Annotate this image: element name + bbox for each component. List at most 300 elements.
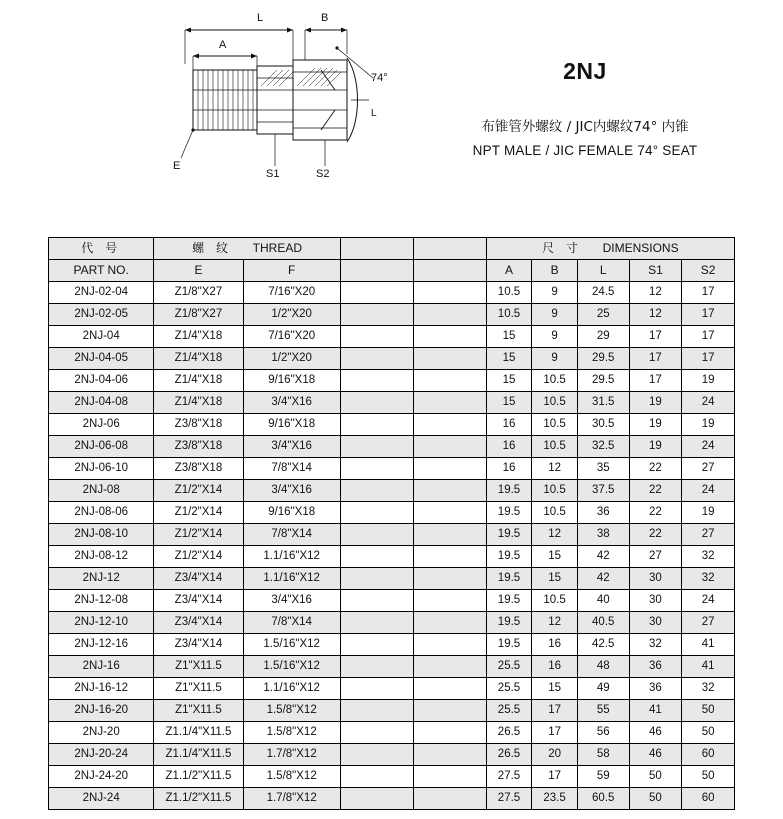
cell-a: 15 bbox=[486, 370, 532, 392]
cell-part: 2NJ-20 bbox=[49, 722, 154, 744]
cell-s1: 19 bbox=[629, 392, 682, 414]
cell-part: 2NJ-04 bbox=[49, 326, 154, 348]
cell-s2: 17 bbox=[682, 326, 735, 348]
table-header-group-row bbox=[49, 238, 735, 260]
cell-f: 7/8"X14 bbox=[243, 458, 340, 480]
cell-s1: 30 bbox=[629, 612, 682, 634]
cell-f: 1/2"X20 bbox=[243, 348, 340, 370]
table-row bbox=[49, 678, 735, 700]
header-blank-4 bbox=[413, 260, 486, 282]
cell-e: Z1/2"X14 bbox=[154, 546, 243, 568]
header-blank-3 bbox=[340, 260, 413, 282]
cell-s1: 32 bbox=[629, 634, 682, 656]
dim-label-E: E bbox=[173, 160, 181, 172]
cell-a: 19.5 bbox=[486, 546, 532, 568]
table-head bbox=[49, 238, 735, 282]
dim-label-S1: S1 bbox=[266, 168, 280, 180]
cell-a: 16 bbox=[486, 414, 532, 436]
cell-part: 2NJ-12-08 bbox=[49, 590, 154, 612]
cell-f: 3/4"X16 bbox=[243, 436, 340, 458]
cell-part: 2NJ-04-06 bbox=[49, 370, 154, 392]
cell-e: Z1.1/2"X11.5 bbox=[154, 766, 243, 788]
title-block bbox=[400, 58, 770, 158]
cell-f: 1.1/16"X12 bbox=[243, 678, 340, 700]
cell-g bbox=[340, 656, 413, 678]
cell-g bbox=[340, 480, 413, 502]
page-header bbox=[0, 0, 783, 200]
table-row bbox=[49, 744, 735, 766]
cell-g bbox=[340, 502, 413, 524]
cell-g bbox=[340, 546, 413, 568]
description-english: NPT MALE / JIC FEMALE 74° SEAT bbox=[472, 143, 698, 158]
cell-a: 25.5 bbox=[486, 700, 532, 722]
cell-l: 36 bbox=[577, 502, 629, 524]
cell-s2: 24 bbox=[682, 480, 735, 502]
cell-a: 16 bbox=[486, 458, 532, 480]
cell-h bbox=[413, 524, 486, 546]
cell-g bbox=[340, 436, 413, 458]
cell-a: 25.5 bbox=[486, 656, 532, 678]
cell-l: 32.5 bbox=[577, 436, 629, 458]
cell-s1: 22 bbox=[629, 458, 682, 480]
cell-h bbox=[413, 678, 486, 700]
header-a: A bbox=[486, 260, 532, 282]
cell-f: 7/8"X14 bbox=[243, 524, 340, 546]
table-row bbox=[49, 634, 735, 656]
cell-s2: 27 bbox=[682, 612, 735, 634]
cell-h bbox=[413, 612, 486, 634]
cell-part: 2NJ-12 bbox=[49, 568, 154, 590]
cell-f: 3/4"X16 bbox=[243, 392, 340, 414]
cell-s2: 60 bbox=[682, 744, 735, 766]
cell-e: Z3/4"X14 bbox=[154, 568, 243, 590]
table-row bbox=[49, 524, 735, 546]
cell-part: 2NJ-04-08 bbox=[49, 392, 154, 414]
cell-s1: 50 bbox=[629, 766, 682, 788]
cell-a: 19.5 bbox=[486, 612, 532, 634]
cell-a: 19.5 bbox=[486, 568, 532, 590]
cell-b: 9 bbox=[532, 282, 578, 304]
table-row bbox=[49, 370, 735, 392]
table-row bbox=[49, 458, 735, 480]
cell-b: 10.5 bbox=[532, 414, 578, 436]
cell-part: 2NJ-24-20 bbox=[49, 766, 154, 788]
cell-h bbox=[413, 744, 486, 766]
cell-g bbox=[340, 766, 413, 788]
dim-label-A: A bbox=[219, 39, 227, 51]
cell-s2: 27 bbox=[682, 458, 735, 480]
cell-s2: 17 bbox=[682, 282, 735, 304]
cell-s2: 19 bbox=[682, 502, 735, 524]
cell-e: Z1/4"X18 bbox=[154, 370, 243, 392]
cell-b: 9 bbox=[532, 326, 578, 348]
cell-a: 19.5 bbox=[486, 524, 532, 546]
cell-a: 10.5 bbox=[486, 304, 532, 326]
cell-g bbox=[340, 524, 413, 546]
cell-a: 10.5 bbox=[486, 282, 532, 304]
cell-s2: 41 bbox=[682, 634, 735, 656]
cell-s2: 17 bbox=[682, 304, 735, 326]
cell-s1: 17 bbox=[629, 370, 682, 392]
cell-s1: 27 bbox=[629, 546, 682, 568]
specification-table-wrapper bbox=[48, 237, 735, 810]
cell-l: 40 bbox=[577, 590, 629, 612]
cell-h bbox=[413, 546, 486, 568]
cell-s2: 24 bbox=[682, 590, 735, 612]
cell-e: Z3/4"X14 bbox=[154, 634, 243, 656]
fitting-technical-drawing bbox=[85, 8, 405, 198]
cell-part: 2NJ-02-05 bbox=[49, 304, 154, 326]
cell-f: 3/4"X16 bbox=[243, 480, 340, 502]
cell-l: 38 bbox=[577, 524, 629, 546]
cell-h bbox=[413, 348, 486, 370]
cell-b: 10.5 bbox=[532, 502, 578, 524]
cell-a: 25.5 bbox=[486, 678, 532, 700]
cell-h bbox=[413, 656, 486, 678]
cell-s2: 60 bbox=[682, 788, 735, 810]
description-chinese: 布锥管外螺纹 / JIC内螺纹74° 内锥 bbox=[481, 119, 689, 135]
cell-f: 1.1/16"X12 bbox=[243, 568, 340, 590]
cell-b: 9 bbox=[532, 304, 578, 326]
cell-h bbox=[413, 568, 486, 590]
cell-g bbox=[340, 370, 413, 392]
dim-label-B: B bbox=[321, 12, 329, 24]
cell-e: Z1/8"X27 bbox=[154, 282, 243, 304]
cell-f: 7/16"X20 bbox=[243, 326, 340, 348]
cell-l: 58 bbox=[577, 744, 629, 766]
cell-s2: 24 bbox=[682, 436, 735, 458]
table-row bbox=[49, 568, 735, 590]
header-dim-cn: 尺 寸 bbox=[542, 241, 582, 255]
cell-s1: 46 bbox=[629, 744, 682, 766]
cell-h bbox=[413, 392, 486, 414]
cell-a: 27.5 bbox=[486, 766, 532, 788]
cell-s1: 30 bbox=[629, 590, 682, 612]
cell-e: Z1"X11.5 bbox=[154, 656, 243, 678]
cell-l: 59 bbox=[577, 766, 629, 788]
cell-s2: 24 bbox=[682, 392, 735, 414]
cell-g bbox=[340, 612, 413, 634]
cell-part: 2NJ-16-20 bbox=[49, 700, 154, 722]
cell-s2: 50 bbox=[682, 700, 735, 722]
cell-g bbox=[340, 282, 413, 304]
cell-b: 10.5 bbox=[532, 392, 578, 414]
cell-f: 9/16"X18 bbox=[243, 502, 340, 524]
table-row bbox=[49, 546, 735, 568]
cell-h bbox=[413, 700, 486, 722]
cell-f: 3/4"X16 bbox=[243, 590, 340, 612]
cell-part: 2NJ-12-16 bbox=[49, 634, 154, 656]
table-row bbox=[49, 414, 735, 436]
cell-l: 24.5 bbox=[577, 282, 629, 304]
cell-h bbox=[413, 502, 486, 524]
cell-b: 23.5 bbox=[532, 788, 578, 810]
table-row bbox=[49, 766, 735, 788]
header-part-no: PART NO. bbox=[49, 260, 154, 282]
cell-a: 15 bbox=[486, 392, 532, 414]
table-subheader-row bbox=[49, 260, 735, 282]
cell-f: 1.7/8"X12 bbox=[243, 788, 340, 810]
cell-a: 19.5 bbox=[486, 480, 532, 502]
cell-s2: 27 bbox=[682, 524, 735, 546]
cell-a: 15 bbox=[486, 348, 532, 370]
cell-g bbox=[340, 744, 413, 766]
header-s2: S2 bbox=[682, 260, 735, 282]
table-row bbox=[49, 326, 735, 348]
cell-part: 2NJ-04-05 bbox=[49, 348, 154, 370]
cell-s1: 17 bbox=[629, 326, 682, 348]
dim-label-bore-L: L bbox=[371, 108, 377, 119]
cell-l: 60.5 bbox=[577, 788, 629, 810]
cell-s1: 22 bbox=[629, 502, 682, 524]
cell-g bbox=[340, 326, 413, 348]
cell-b: 12 bbox=[532, 612, 578, 634]
cell-part: 2NJ-06-08 bbox=[49, 436, 154, 458]
cell-a: 26.5 bbox=[486, 744, 532, 766]
cell-f: 1.5/8"X12 bbox=[243, 722, 340, 744]
table-row bbox=[49, 502, 735, 524]
cell-g bbox=[340, 722, 413, 744]
header-blank-1 bbox=[340, 238, 413, 260]
header-e: E bbox=[154, 260, 243, 282]
cell-l: 42 bbox=[577, 568, 629, 590]
cell-h bbox=[413, 282, 486, 304]
table-row bbox=[49, 436, 735, 458]
cell-f: 1.7/8"X12 bbox=[243, 744, 340, 766]
cell-s1: 36 bbox=[629, 678, 682, 700]
cell-s1: 36 bbox=[629, 656, 682, 678]
cell-l: 42 bbox=[577, 546, 629, 568]
table-row bbox=[49, 722, 735, 744]
table-row bbox=[49, 612, 735, 634]
cell-g bbox=[340, 414, 413, 436]
table-body bbox=[49, 282, 735, 810]
cell-g bbox=[340, 392, 413, 414]
header-b: B bbox=[532, 260, 578, 282]
header-f: F bbox=[243, 260, 340, 282]
cell-b: 17 bbox=[532, 700, 578, 722]
cell-part: 2NJ-24 bbox=[49, 788, 154, 810]
angle-label-74: 74° bbox=[371, 72, 388, 84]
cell-g bbox=[340, 700, 413, 722]
cell-f: 1.5/8"X12 bbox=[243, 700, 340, 722]
cell-s2: 17 bbox=[682, 348, 735, 370]
cell-s2: 19 bbox=[682, 370, 735, 392]
cell-s1: 50 bbox=[629, 788, 682, 810]
cell-h bbox=[413, 788, 486, 810]
table-row bbox=[49, 304, 735, 326]
cell-f: 1.5/16"X12 bbox=[243, 656, 340, 678]
cell-f: 1/2"X20 bbox=[243, 304, 340, 326]
cell-b: 10.5 bbox=[532, 590, 578, 612]
cell-b: 17 bbox=[532, 722, 578, 744]
cell-b: 15 bbox=[532, 568, 578, 590]
cell-s2: 41 bbox=[682, 656, 735, 678]
header-dim-en: DIMENSIONS bbox=[602, 241, 679, 255]
cell-g bbox=[340, 348, 413, 370]
cell-s2: 32 bbox=[682, 546, 735, 568]
cell-b: 9 bbox=[532, 348, 578, 370]
cell-s1: 12 bbox=[629, 282, 682, 304]
cell-e: Z1.1/2"X11.5 bbox=[154, 788, 243, 810]
header-thread-en: THREAD bbox=[252, 241, 303, 255]
cell-a: 15 bbox=[486, 326, 532, 348]
cell-e: Z1"X11.5 bbox=[154, 678, 243, 700]
cell-s1: 19 bbox=[629, 436, 682, 458]
cell-h bbox=[413, 436, 486, 458]
cell-f: 9/16"X18 bbox=[243, 414, 340, 436]
header-part-cn: 代 号 bbox=[49, 238, 154, 260]
table-row bbox=[49, 590, 735, 612]
header-l: L bbox=[577, 260, 629, 282]
cell-a: 19.5 bbox=[486, 590, 532, 612]
cell-g bbox=[340, 568, 413, 590]
cell-e: Z3/8"X18 bbox=[154, 458, 243, 480]
cell-part: 2NJ-12-10 bbox=[49, 612, 154, 634]
cell-e: Z1.1/4"X11.5 bbox=[154, 744, 243, 766]
cell-s2: 50 bbox=[682, 722, 735, 744]
cell-e: Z1/4"X18 bbox=[154, 326, 243, 348]
cell-l: 49 bbox=[577, 678, 629, 700]
cell-e: Z3/8"X18 bbox=[154, 414, 243, 436]
header-dimensions-group bbox=[486, 238, 734, 260]
header-s1: S1 bbox=[629, 260, 682, 282]
cell-f: 1.5/16"X12 bbox=[243, 634, 340, 656]
cell-part: 2NJ-08-12 bbox=[49, 546, 154, 568]
cell-g bbox=[340, 634, 413, 656]
cell-l: 37.5 bbox=[577, 480, 629, 502]
cell-h bbox=[413, 590, 486, 612]
cell-a: 16 bbox=[486, 436, 532, 458]
cell-b: 12 bbox=[532, 458, 578, 480]
cell-e: Z3/4"X14 bbox=[154, 612, 243, 634]
cell-l: 30.5 bbox=[577, 414, 629, 436]
cell-f: 1.5/8"X12 bbox=[243, 766, 340, 788]
cell-h bbox=[413, 480, 486, 502]
header-thread-cn: 螺 纹 bbox=[192, 241, 232, 255]
cell-part: 2NJ-06-10 bbox=[49, 458, 154, 480]
cell-s1: 17 bbox=[629, 348, 682, 370]
cell-b: 15 bbox=[532, 678, 578, 700]
cell-e: Z1/4"X18 bbox=[154, 392, 243, 414]
cell-l: 29.5 bbox=[577, 348, 629, 370]
cell-a: 27.5 bbox=[486, 788, 532, 810]
table-row bbox=[49, 348, 735, 370]
cell-f: 7/16"X20 bbox=[243, 282, 340, 304]
cell-part: 2NJ-02-04 bbox=[49, 282, 154, 304]
cell-part: 2NJ-16 bbox=[49, 656, 154, 678]
cell-s2: 32 bbox=[682, 678, 735, 700]
cell-h bbox=[413, 304, 486, 326]
cell-s1: 22 bbox=[629, 480, 682, 502]
cell-s2: 32 bbox=[682, 568, 735, 590]
cell-s1: 22 bbox=[629, 524, 682, 546]
cell-part: 2NJ-08-10 bbox=[49, 524, 154, 546]
cell-s1: 41 bbox=[629, 700, 682, 722]
cell-s1: 19 bbox=[629, 414, 682, 436]
cell-b: 15 bbox=[532, 546, 578, 568]
cell-s1: 46 bbox=[629, 722, 682, 744]
cell-f: 1.1/16"X12 bbox=[243, 546, 340, 568]
cell-l: 56 bbox=[577, 722, 629, 744]
cell-part: 2NJ-08 bbox=[49, 480, 154, 502]
cell-l: 29.5 bbox=[577, 370, 629, 392]
cell-part: 2NJ-20-24 bbox=[49, 744, 154, 766]
cell-b: 16 bbox=[532, 634, 578, 656]
cell-a: 19.5 bbox=[486, 502, 532, 524]
cell-l: 29 bbox=[577, 326, 629, 348]
cell-l: 40.5 bbox=[577, 612, 629, 634]
cell-h bbox=[413, 414, 486, 436]
cell-b: 10.5 bbox=[532, 370, 578, 392]
header-thread-group bbox=[154, 238, 340, 260]
cell-a: 19.5 bbox=[486, 634, 532, 656]
cell-g bbox=[340, 458, 413, 480]
dim-label-L: L bbox=[257, 12, 264, 24]
cell-l: 31.5 bbox=[577, 392, 629, 414]
cell-g bbox=[340, 304, 413, 326]
cell-e: Z1"X11.5 bbox=[154, 700, 243, 722]
cell-part: 2NJ-16-12 bbox=[49, 678, 154, 700]
cell-e: Z3/8"X18 bbox=[154, 436, 243, 458]
specification-table bbox=[48, 237, 735, 810]
fitting-drawing-svg bbox=[85, 8, 405, 198]
cell-e: Z1/4"X18 bbox=[154, 348, 243, 370]
table-row bbox=[49, 480, 735, 502]
cell-g bbox=[340, 678, 413, 700]
table-row bbox=[49, 656, 735, 678]
cell-part: 2NJ-06 bbox=[49, 414, 154, 436]
cell-s1: 30 bbox=[629, 568, 682, 590]
cell-f: 7/8"X14 bbox=[243, 612, 340, 634]
cell-f: 9/16"X18 bbox=[243, 370, 340, 392]
cell-g bbox=[340, 590, 413, 612]
cell-g bbox=[340, 788, 413, 810]
cell-h bbox=[413, 634, 486, 656]
cell-l: 48 bbox=[577, 656, 629, 678]
cell-l: 35 bbox=[577, 458, 629, 480]
cell-e: Z1.1/4"X11.5 bbox=[154, 722, 243, 744]
table-row bbox=[49, 788, 735, 810]
cell-h bbox=[413, 766, 486, 788]
cell-part: 2NJ-08-06 bbox=[49, 502, 154, 524]
cell-e: Z3/4"X14 bbox=[154, 590, 243, 612]
cell-s2: 19 bbox=[682, 414, 735, 436]
header-blank-2 bbox=[413, 238, 486, 260]
cell-b: 10.5 bbox=[532, 480, 578, 502]
cell-b: 20 bbox=[532, 744, 578, 766]
cell-l: 25 bbox=[577, 304, 629, 326]
cell-b: 16 bbox=[532, 656, 578, 678]
cell-e: Z1/2"X14 bbox=[154, 480, 243, 502]
table-row bbox=[49, 392, 735, 414]
cell-b: 10.5 bbox=[532, 436, 578, 458]
product-code: 2NJ bbox=[563, 58, 607, 84]
cell-l: 42.5 bbox=[577, 634, 629, 656]
cell-b: 12 bbox=[532, 524, 578, 546]
cell-h bbox=[413, 370, 486, 392]
table-row bbox=[49, 282, 735, 304]
cell-e: Z1/2"X14 bbox=[154, 502, 243, 524]
cell-h bbox=[413, 326, 486, 348]
cell-e: Z1/2"X14 bbox=[154, 524, 243, 546]
table-row bbox=[49, 700, 735, 722]
cell-b: 17 bbox=[532, 766, 578, 788]
cell-h bbox=[413, 722, 486, 744]
cell-e: Z1/8"X27 bbox=[154, 304, 243, 326]
cell-l: 55 bbox=[577, 700, 629, 722]
cell-s2: 50 bbox=[682, 766, 735, 788]
